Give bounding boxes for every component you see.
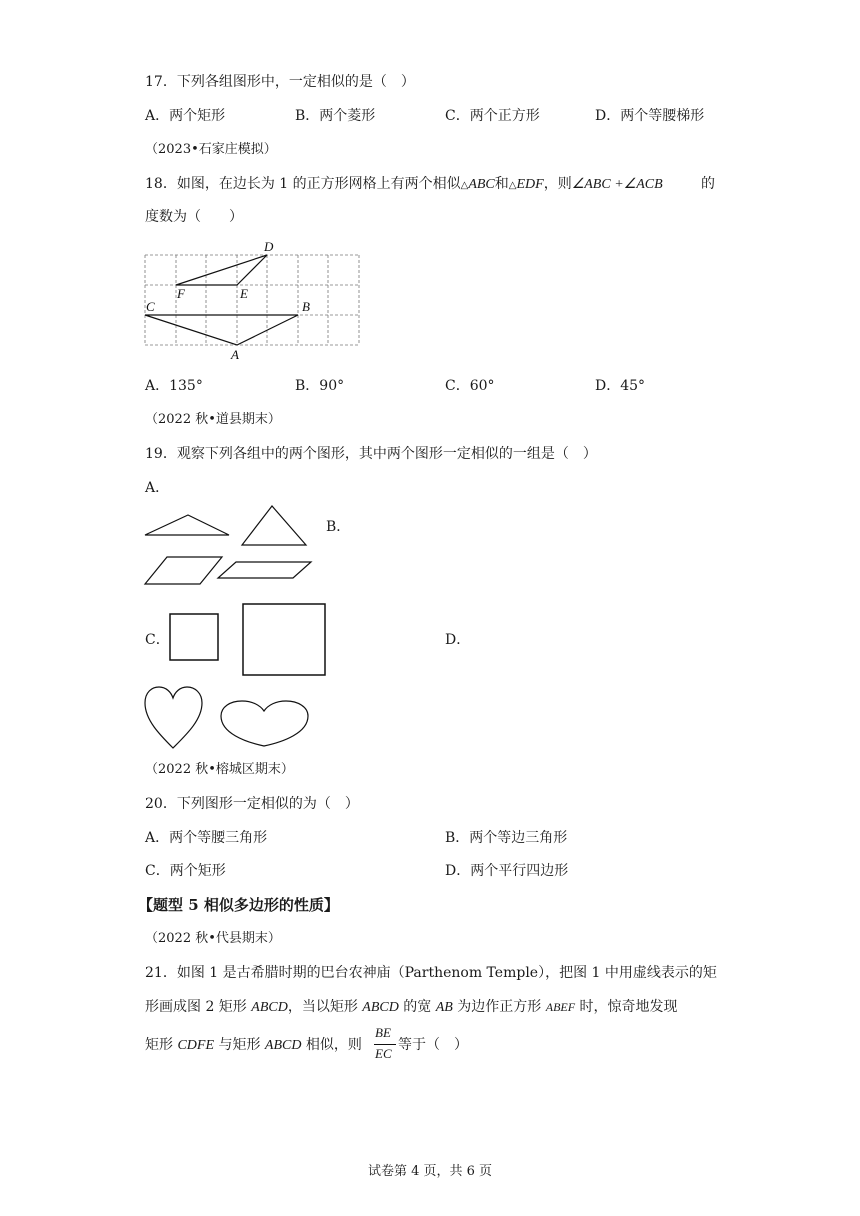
q19-a-tall-triangle: [242, 506, 306, 545]
q19-c-large-square: [243, 604, 325, 675]
q21-text-g: 与矩形: [214, 1037, 265, 1053]
q21-abcd-1: ABCD: [251, 1000, 288, 1015]
q18-option-a: A．135°: [145, 378, 203, 394]
q21-text-h: 相似，则: [301, 1037, 362, 1053]
q19-b-parallelogram-2: [218, 562, 311, 578]
q17-stem: 17．下列各组图形中，一定相似的是（ ）: [145, 74, 415, 90]
q21-abcd-2: ABCD: [362, 1000, 399, 1015]
q21-line3-left: [145, 1035, 362, 1056]
q21-text-b: ，当以矩形: [287, 999, 363, 1015]
q18-stem-line2: 度数为（ ）: [145, 209, 243, 225]
fraction-numerator: BE: [375, 1025, 391, 1040]
fraction-bar: [374, 1044, 396, 1045]
label-c: C: [146, 299, 155, 314]
q18-option-d: D．45°: [595, 378, 646, 394]
q17-option-b: B．两个菱形: [295, 108, 376, 124]
page-footer: 试卷第 4 页，共 6 页: [367, 1164, 493, 1179]
label-b: B: [302, 299, 310, 314]
q17-option-d: D．两个等腰梯形: [595, 108, 705, 124]
fraction-denominator: EC: [375, 1046, 392, 1061]
q18-stem-text: 18．如图，在边长为 1 的正方形网格上有两个相似: [145, 176, 461, 192]
q21-line3-right: 等于（ ）: [398, 1037, 468, 1053]
q19-d-heart-1: [145, 687, 202, 748]
q19-option-d-label: D．: [445, 632, 471, 648]
q18-tri2: EDF: [516, 177, 544, 192]
triangle-edf: [176, 255, 267, 285]
triangle-symbol-1: △: [460, 180, 469, 191]
q18-and: 和: [494, 176, 509, 192]
q18-source: （2023•石家庄模拟）: [145, 142, 277, 157]
q21-ab: AB: [435, 1000, 453, 1015]
q20-option-c: C．两个矩形: [145, 863, 226, 879]
q20-option-d: D．两个平行四边形: [445, 863, 569, 879]
q19-option-b-label: B．: [326, 519, 351, 535]
q19-option-a-label: A．: [145, 480, 170, 496]
label-d: D: [264, 239, 274, 254]
section-title: 【题型 5 相似多边形的性质】: [138, 896, 339, 914]
q18-stem-line1: [145, 174, 663, 196]
q20-stem: 20．下列图形一定相似的为（ ）: [145, 796, 359, 812]
q18-angle-expr: ∠ABC +∠ACB: [571, 177, 663, 192]
grid-lines: [145, 255, 359, 345]
q20-source: （2022 秋•榕城区期末）: [145, 762, 294, 777]
label-a: A: [231, 347, 239, 362]
q18-de: 的: [701, 176, 715, 192]
q21-source: （2022 秋•代县期末）: [145, 931, 281, 946]
q18-option-b: B．90°: [295, 378, 345, 394]
label-f: F: [177, 286, 185, 301]
q20-option-a: A．两个等腰三角形: [145, 830, 268, 846]
q21-abcd-3: ABCD: [264, 1038, 302, 1053]
q18-option-c: C．60°: [445, 378, 495, 394]
q18-tri1: ABC: [468, 177, 495, 192]
triangle-symbol-2: △: [508, 180, 517, 191]
q21-text-d: 为边作正方形: [452, 999, 546, 1015]
q19-b-parallelogram-1: [145, 557, 222, 584]
q19-source: （2022 秋•道县期末）: [145, 412, 281, 427]
q17-option-c: C．两个正方形: [445, 108, 540, 124]
q21-line1: 21．如图 1 是古希腊时期的巴台农神庙（Parthenom Temple），把图 1 中用虚线表示的矩: [145, 965, 717, 981]
q21-text-f: 矩形: [145, 1037, 178, 1053]
q19-a-flat-triangle: [145, 515, 229, 535]
q21-abef: ABEF: [545, 1000, 576, 1014]
q21-text-c: 的宽: [398, 999, 436, 1015]
q21-text-a: 形画成图 2 矩形: [145, 999, 252, 1015]
q19-option-c-label: C．: [145, 632, 170, 648]
label-e: E: [240, 286, 248, 301]
q21-line2: [145, 997, 678, 1018]
q17-option-a: A．两个矩形: [145, 108, 226, 124]
q18-then: ，则: [543, 176, 572, 192]
q20-option-b: B．两个等边三角形: [445, 830, 568, 846]
q19-d-heart-2: [221, 701, 308, 746]
triangle-abc: [145, 315, 298, 345]
q19-c-small-square: [170, 614, 218, 660]
q21-cdfe: CDFE: [177, 1038, 215, 1053]
q21-text-e: 时，惊奇地发现: [575, 999, 678, 1015]
q19-stem: 19．观察下列各组中的两个图形，其中两个图形一定相似的一组是（ ）: [145, 446, 597, 462]
